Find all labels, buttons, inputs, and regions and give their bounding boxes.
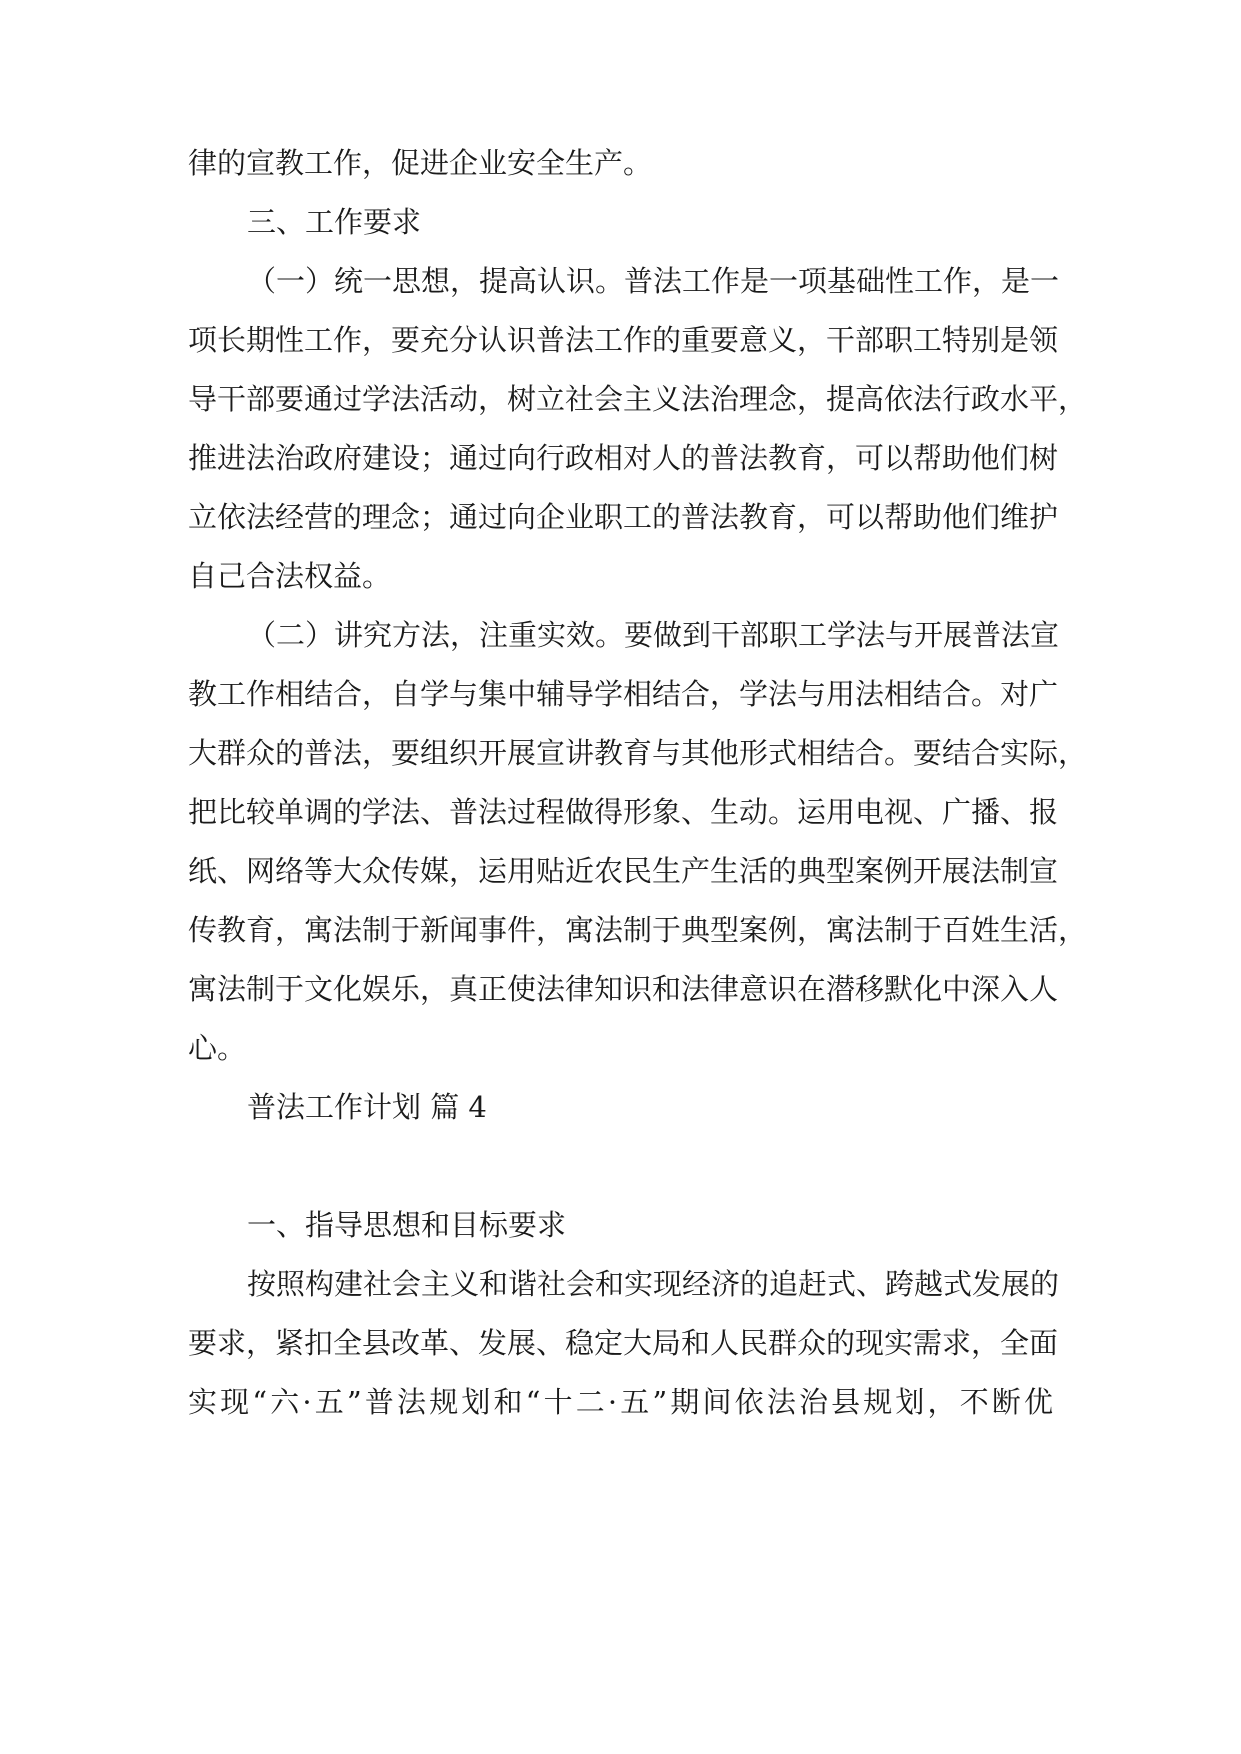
paragraph-line: 自己合法权益。 — [188, 559, 392, 593]
paragraph-line: 要求，紧扣全县改革、发展、稳定大局和人民群众的现实需求，全面 — [188, 1326, 1059, 1360]
paragraph-line: 心。 — [188, 1031, 247, 1065]
paragraph-line: 按照构建社会主义和谐社会和实现经济的追赶式、跨越式发展的 — [247, 1267, 1060, 1301]
paragraph-line: 纸、网络等大众传媒，运用贴近农民生产生活的典型案例开展法制宣 — [188, 854, 1059, 888]
section-heading: 一、指导思想和目标要求 — [247, 1208, 567, 1242]
paragraph-line: 实现“六·五”普法规划和“十二·五”期间依法治县规划，不断优 — [188, 1385, 1053, 1419]
paragraph-line: 寓法制于文化娱乐，真正使法律知识和法律意识在潜移默化中深入人 — [188, 972, 1059, 1006]
paragraph-line: 教工作相结合，自学与集中辅导学相结合，学法与用法相结合。对广 — [188, 677, 1059, 711]
paragraph-line: 立依法经营的理念；通过向企业职工的普法教育，可以帮助他们维护 — [188, 500, 1059, 534]
paragraph-line: 大群众的普法，要组织开展宣讲教育与其他形式相结合。要结合实际， — [188, 736, 1088, 770]
paragraph-line: 律的宣教工作，促进企业安全生产。 — [188, 146, 653, 180]
paragraph-line: 项长期性工作，要充分认识普法工作的重要意义，干部职工特别是领 — [188, 323, 1059, 357]
paragraph-line: 把比较单调的学法、普法过程做得形象、生动。运用电视、广播、报 — [188, 795, 1059, 829]
paragraph-line: （二）讲究方法，注重实效。要做到干部职工学法与开展普法宣 — [247, 618, 1060, 652]
article-title: 普法工作计划 篇 4 — [247, 1090, 487, 1124]
paragraph-line: 推进法治政府建设；通过向行政相对人的普法教育，可以帮助他们树 — [188, 441, 1059, 475]
paragraph-line: 导干部要通过学法活动，树立社会主义法治理念，提高依法行政水平， — [188, 382, 1088, 416]
paragraph-line: 传教育，寓法制于新闻事件，寓法制于典型案例，寓法制于百姓生活， — [188, 913, 1088, 947]
section-heading: 三、工作要求 — [247, 205, 422, 239]
paragraph-line: （一）统一思想，提高认识。普法工作是一项基础性工作，是一 — [247, 264, 1060, 298]
